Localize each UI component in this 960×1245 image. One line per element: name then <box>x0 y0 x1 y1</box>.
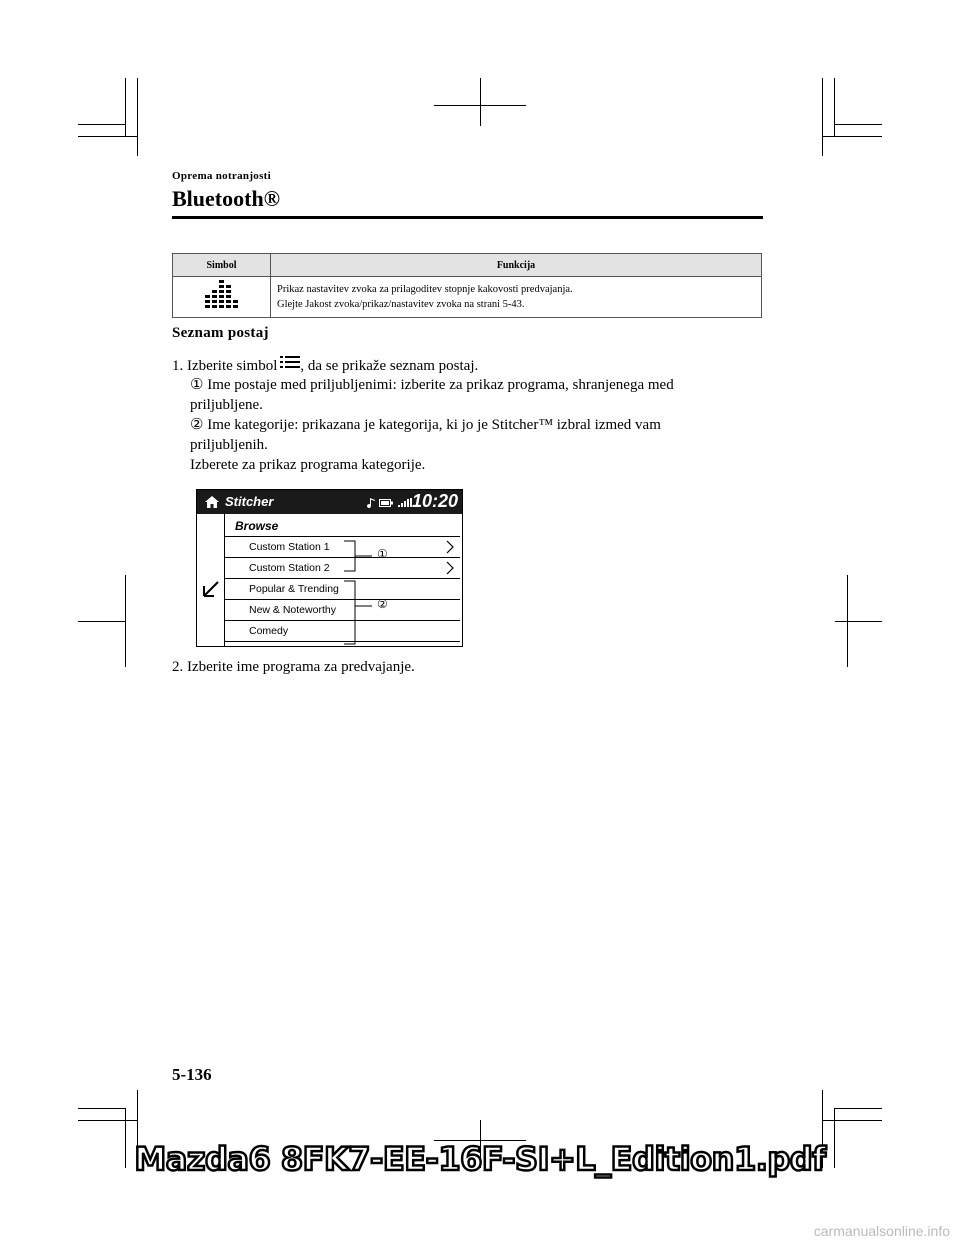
function-line-2: Glejte Jakost zvoka/prikaz/nastavitev zvoka na strani 5-43. <box>277 299 525 310</box>
app-name: Stitcher <box>225 494 274 509</box>
col-header-symbol: Simbol <box>173 254 271 277</box>
stitcher-screen <box>196 489 463 647</box>
function-line-1: Prikaz nastavitev zvoka za prilagoditev stopnje kakovosti predvajanja. <box>277 284 573 295</box>
note-1-marker: ① <box>190 377 204 393</box>
home-icon[interactable] <box>205 496 219 508</box>
page-title: Bluetooth® <box>172 186 281 211</box>
note-1-line-1: Ime postaje med priljubljenimi: izberite za prikaz programa, shranjenega med <box>207 377 674 393</box>
watermark[interactable]: carmanualsonline.info <box>813 1223 950 1239</box>
col-header-function: Funkcija <box>271 254 762 277</box>
step-2-number: 2. <box>172 659 184 675</box>
section-label: Oprema notranjosti <box>172 170 271 182</box>
music-note-icon <box>367 498 375 508</box>
chevron-right-icon <box>446 561 454 575</box>
note-2-line-1: Ime kategorije: prikazana je kategorija, ki jo je Stitcher™ izbral izmed vam <box>207 417 661 433</box>
page-number: 5-136 <box>172 1065 212 1084</box>
symbol-cell <box>173 277 271 318</box>
battery-icon <box>379 499 393 507</box>
list-item-label: Comedy <box>249 625 289 637</box>
station-list-heading: Seznam postaj <box>172 325 269 341</box>
signal-icon <box>398 498 412 507</box>
step-1 <box>172 355 478 376</box>
list-item-label: Custom Station 2 <box>249 562 330 574</box>
note-2-line-3: Izberete za prikaz programa kategorije. <box>190 457 426 473</box>
step-2-text: Izberite ime programa za predvajanje. <box>187 659 415 675</box>
symbol-table <box>172 253 762 318</box>
step-1-pre: Izberite simbol <box>187 358 278 374</box>
callout-2: ② <box>377 597 388 611</box>
title-rule <box>172 216 763 219</box>
table-row <box>173 277 762 318</box>
clock: 10:20 <box>411 491 458 511</box>
back-arrow-icon[interactable] <box>202 576 220 598</box>
note-1-line-2: priljubljene. <box>190 397 263 413</box>
browse-title: Browse <box>235 519 279 533</box>
list-item-label: New & Noteworthy <box>249 604 336 616</box>
footer-filename: Mazda6 8FK7-EE-16F-SI+L_Edition1.pdf <box>134 1140 826 1178</box>
step-1-post: , da se prikaže seznam postaj. <box>300 358 479 374</box>
step-2 <box>172 657 415 677</box>
list-item-label: Popular & Trending <box>249 583 339 595</box>
note-2-marker: ② <box>190 417 204 433</box>
list-icon <box>280 355 300 371</box>
equalizer-icon <box>204 279 240 311</box>
step-1-number: 1. <box>172 358 184 374</box>
note-1 <box>190 375 674 475</box>
callout-1: ① <box>377 547 388 561</box>
screen-header <box>197 490 462 514</box>
list-item-label: Custom Station 1 <box>249 541 330 553</box>
chevron-right-icon <box>446 540 454 554</box>
note-2-line-2: priljubljenih. <box>190 437 268 453</box>
function-cell <box>271 277 762 318</box>
